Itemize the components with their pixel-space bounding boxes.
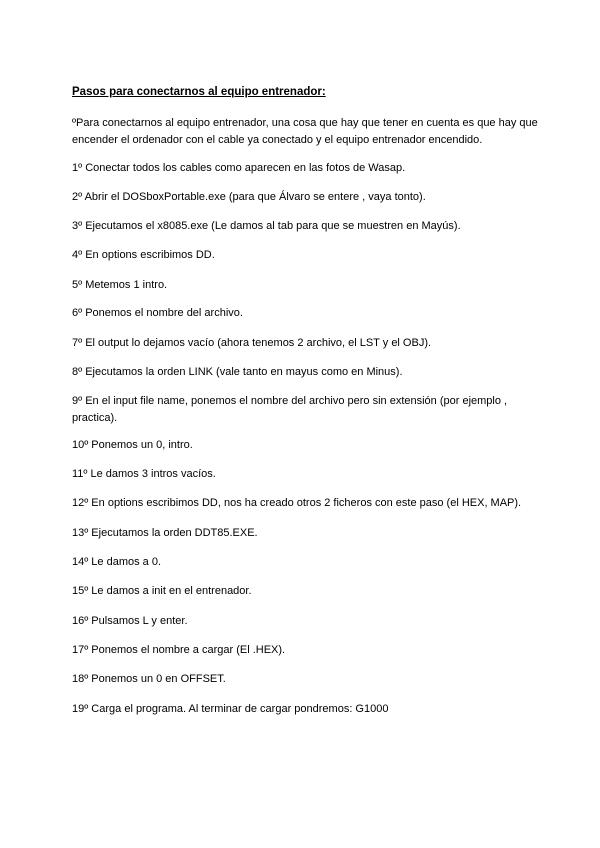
step-14: 14º Le damos a 0. — [72, 556, 162, 568]
intro-paragraph: ºPara conectarnos al equipo entrenador, una cosa que hay que tener en cuenta es que hay que encender el ordenador con el cable ya conectado y el equipo entrenador encendido. — [72, 117, 538, 146]
step-16: 16º Pulsamos L y enter. — [72, 615, 188, 627]
step-2: 2º Abrir el DOSboxPortable.exe (para que Álvaro se entere , vaya tonto). — [72, 191, 426, 203]
step-13: 13º Ejecutamos la orden DDT85.EXE. — [72, 527, 258, 539]
step-15: 15º Le damos a init en el entrenador. — [72, 585, 252, 597]
step-9: 9º En el input file name, ponemos el nombre del archivo pero sin extensión (por ejemplo , practica). — [72, 395, 508, 424]
step-8: 8º Ejecutamos la orden LINK (vale tanto en mayus como en Minus). — [72, 366, 403, 378]
step-1: 1º Conectar todos los cables como aparecen en las fotos de Wasap. — [72, 162, 406, 174]
step-5: 5º Metemos 1 intro. — [72, 279, 168, 291]
step-3: 3º Ejecutamos el x8085.exe (Le damos al tab para que se muestren en Mayús). — [72, 220, 461, 232]
step-4: 4º En options escribimos DD. — [72, 249, 215, 261]
step-19: 19º Carga el programa. Al terminar de cargar pondremos: G1000 — [72, 703, 389, 715]
step-10: 10º Ponemos un 0, intro. — [72, 439, 193, 451]
step-12: 12º En options escribimos DD, nos ha creado otros 2 ficheros con este paso (el HEX, MAP). — [72, 497, 522, 509]
step-7: 7º El output lo dejamos vacío (ahora tenemos 2 archivo, el LST y el OBJ). — [72, 337, 432, 349]
document-title: Pasos para conectarnos al equipo entrenador: — [72, 86, 326, 98]
step-18: 18º Ponemos un 0 en OFFSET. — [72, 673, 226, 685]
step-17: 17º Ponemos el nombre a cargar (El .HEX). — [72, 644, 286, 656]
step-11: 11º Le damos 3 intros vacíos. — [72, 468, 216, 480]
step-6: 6º Ponemos el nombre del archivo. — [72, 307, 243, 319]
